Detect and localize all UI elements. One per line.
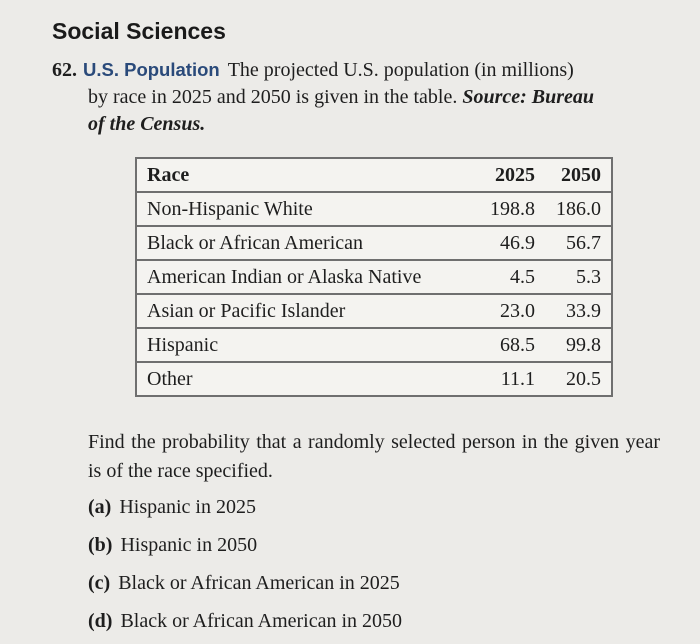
value-2050-cell: 56.7 (539, 226, 612, 260)
value-2025-cell: 68.5 (467, 328, 539, 362)
value-2050-cell: 20.5 (539, 362, 612, 396)
table-row (136, 260, 612, 294)
value-2050-cell: 33.9 (539, 294, 612, 328)
part-label: (c) (88, 572, 111, 594)
table-row (136, 362, 612, 396)
question-part (88, 606, 402, 644)
value-2050-cell: 186.0 (539, 192, 612, 226)
question-part (88, 492, 402, 530)
value-2025-cell: 23.0 (467, 294, 539, 328)
column-header-2050: 2050 (539, 158, 612, 192)
value-2025-cell: 11.1 (467, 362, 539, 396)
part-text: Hispanic in 2025 (119, 496, 256, 518)
table-row (136, 294, 612, 328)
part-text: Hispanic in 2050 (120, 534, 258, 556)
source-continuation: of the Census. (88, 113, 206, 135)
question-prompt: Find the probability that a randomly selected person in the given year is of the race specified. (88, 431, 660, 482)
part-text: Black or African American in 2050 (120, 610, 403, 632)
part-text: Black or African American in 2025 (118, 572, 400, 594)
section-heading: Social Sciences (52, 18, 226, 44)
column-header-2025: 2025 (467, 158, 539, 192)
value-2025-cell: 4.5 (467, 260, 539, 294)
question-part (88, 530, 402, 568)
value-2050-cell: 99.8 (539, 328, 612, 362)
race-cell: Non-Hispanic White (136, 192, 467, 226)
race-cell: Asian or Pacific Islander (136, 294, 467, 328)
column-header-race: Race (136, 158, 467, 192)
table-header-row (136, 158, 612, 192)
race-cell: Black or African American (136, 226, 467, 260)
source-label: Source: Bureau (462, 86, 595, 108)
question-part (88, 568, 402, 606)
part-label: (d) (88, 610, 113, 632)
race-cell: Other (136, 362, 467, 396)
problem-number: 62. (52, 59, 77, 81)
part-label: (b) (88, 534, 113, 556)
value-2050-cell: 5.3 (539, 260, 612, 294)
problem-statement (52, 56, 662, 138)
value-2025-cell: 46.9 (467, 226, 539, 260)
problem-continuation (52, 84, 662, 111)
problem-line-2: by race in 2025 and 2050 is given in the table. (88, 86, 458, 108)
value-2025-cell: 198.8 (467, 192, 539, 226)
race-cell: American Indian or Alaska Native (136, 260, 467, 294)
table-row (136, 192, 612, 226)
table-row (136, 226, 612, 260)
problem-title: U.S. Population (83, 59, 220, 80)
race-cell: Hispanic (136, 328, 467, 362)
problem-line-1: The projected U.S. population (in millions) (227, 59, 574, 81)
population-table (135, 157, 613, 397)
question-parts (88, 492, 402, 644)
part-label: (a) (88, 496, 112, 518)
table-row (136, 328, 612, 362)
